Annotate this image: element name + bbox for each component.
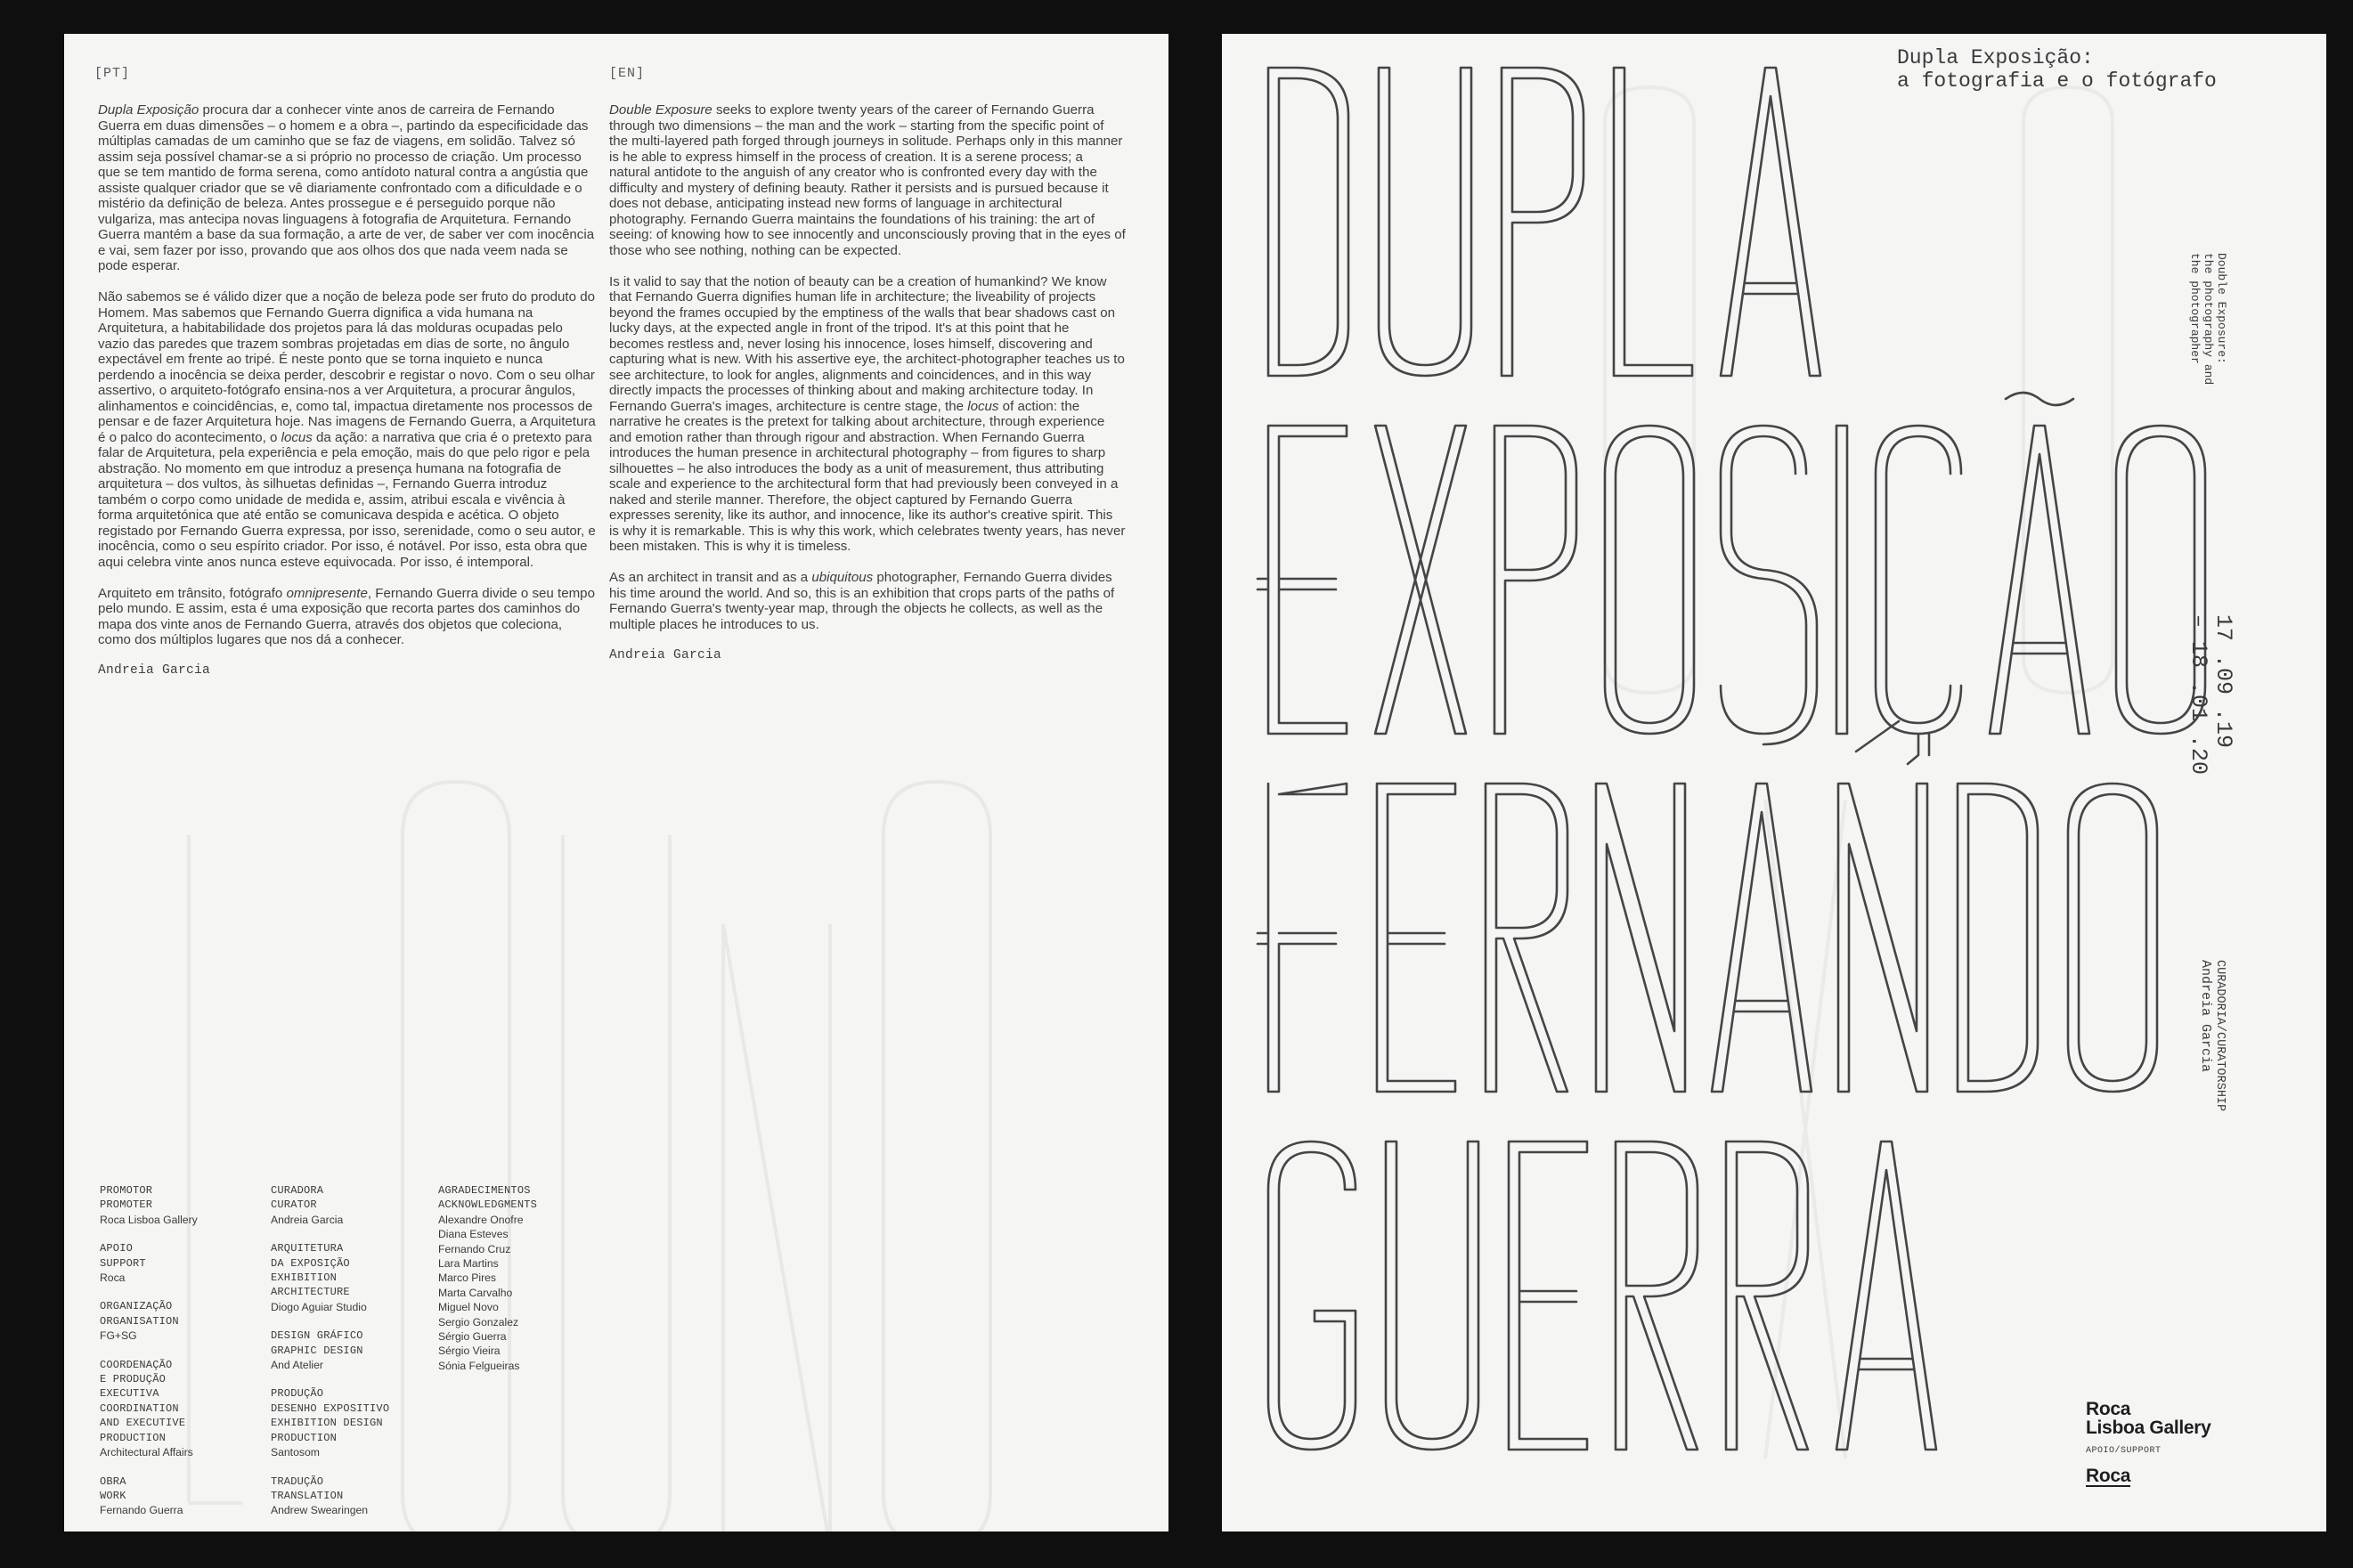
credit-block xyxy=(100,1358,260,1460)
en-paragraph-1 xyxy=(609,102,1126,258)
credit-block xyxy=(271,1241,431,1314)
credit-block xyxy=(100,1475,260,1518)
pt-paragraph-2 xyxy=(98,289,597,570)
headline-word-fernando xyxy=(1258,721,2157,1092)
pt-text-column xyxy=(98,102,597,679)
pt-paragraph-2-text-a: Não sabemos se é válido dizer que a noção de beleza pode ser fruto do produto do Homem. Mas sabemos que Fernando Guerra dignifica a vida humana na Arquitetura, a habitabilidade dos projetos para lá das molduras ocupadas pelo vazio das paredes que trazem sombras projetadas em dias de sorte, no ângulo expectável em frente ao tripé. É neste ponto que se torna inquieto e nunca perdendo a inocência se deixa perder, descobrir e registar o novo. Com o seu olhar assertivo, o arquiteto-fotógrafo ensina-nos a ver Arquitetura, a procurar ângulos, alinhamentos e coincidências, e, como tal, impactua diretamente nos processos de pensar e de fazer Arquitetura hoje. Nas imagens de Fernando Guerra, a Arquitetura é o palco do acontecimento, o xyxy=(98,289,596,445)
credit-role: ARQUITETURA DA EXPOSIÇÃO EXHIBITION ARCHITECTURE xyxy=(271,1242,350,1299)
en-paragraph-3-text-b: photographer, Fernando Guerra divides his time around the world. And so, this is an exhibition that crops parts of the paths of Fernando Guerra's twenty-year map, through the objects he collects, as well as the multiple places he introduces to us. xyxy=(609,570,1115,632)
en-paragraph-2-text-b: of action: the narrative he creates is the pretext for talking about architecture, through experience and emotion rather than through rigour and abstraction. When Fernando Guerra introduces the human presence in architectural photography – from figures to sharp silhouettes – he also introduces the body as a unit of measurement, thus attributing scale and experience to the architectural form that had previously been conveyed in a naked and sterile manner. Therefore, the object captured by Fernando Guerra expresses serenity, like its author, and innocence, like its author's creative spirit. This is why it is remarkable. This is why this work, which celebrates twenty years, has never been mistaken. This is why it is timeless. xyxy=(609,398,1126,554)
credit-role: COORDENAÇÃO E PRODUÇÃO EXECUTIVA COORDINATION AND EXECUTIVE PRODUCTION xyxy=(100,1358,186,1444)
headline-word-guerra xyxy=(1268,1141,1936,1450)
credit-name: Alexandre Onofre Diana Esteves Fernando Cruz Lara Martins Marco Pires Marta Carvalho Miguel Novo Sergio Gonzalez Sérgio Guerra Sérgio Vieira Sónia Felgueiras xyxy=(438,1213,524,1372)
title-line-1: Dupla Exposição: xyxy=(1897,46,2094,69)
pt-title-italic: Dupla Exposição xyxy=(98,102,199,118)
pt-locus-italic: locus xyxy=(281,429,313,445)
credit-block xyxy=(271,1183,431,1227)
credits-column-2 xyxy=(271,1183,431,1531)
credit-role: PRODUÇÃO DESENHO EXPOSITIVO EXHIBITION DESIGN PRODUCTION xyxy=(271,1387,390,1444)
credit-role: TRADUÇÃO TRANSLATION xyxy=(271,1475,344,1502)
dates-start: 17 .09 .19 xyxy=(2211,614,2236,749)
en-paragraph-3-text-a: As an architect in transit and as a xyxy=(609,570,812,585)
en-paragraph-2-text-a: Is it valid to say that the notion of beauty can be a creation of humankind? We know that Fernando Guerra dignifies human life in architecture; the liveability of projects beyond the frames occupied by the emptiness of the walls that bear shadows cast on lucky days, at the expected angle in front of the tripod. It's at this point that he becomes restless and, never losing his innocence, loses himself, discovering and capturing what is new. With his assertive eye, the architect-photographer teaches us to see architecture, to look for angles, alignments and coincidences, and in this way directly impacts the processes of thinking about and making architecture today. In Fernando Guerra's images, architecture is centre stage, the xyxy=(609,273,1125,414)
credit-name: Roca Lisboa Gallery xyxy=(100,1213,198,1226)
en-text-column xyxy=(609,102,1126,663)
credit-role: OBRA WORK xyxy=(100,1475,126,1502)
en-locus-italic: locus xyxy=(967,398,999,414)
english-title-vertical: Double Exposure: the photography and the photographer xyxy=(2188,253,2228,386)
en-paragraph-1-text: seeks to explore twenty years of the career of Fernando Guerra through two dimensions – the man and the work – starting from the specific point of the multi-layered path forged through journeys in solitude. Perhaps only in this manner is he able to express himself in the process of creation. It is a serene process; a natural antidote to the anguish of any creator who is confronted every day with the difficulty and mystery of defining beauty. Rather it persists and is pursued because it does not debase, anticipating instead new forms of language in architectural photography. Fernando Guerra maintains the foundations of his training: the art of seeing: of knowing how to see innocently and unconsciously proving that in the eyes of those who see nothing, nothing can be expected. xyxy=(609,102,1126,258)
en-paragraph-2 xyxy=(609,274,1126,555)
support-label: APOIO/SUPPORT xyxy=(2086,1446,2162,1456)
credit-block xyxy=(271,1386,431,1459)
logo-line-1: Roca xyxy=(2086,1399,2131,1419)
credit-block xyxy=(438,1183,616,1373)
credit-name: Diogo Aguiar Studio xyxy=(271,1300,367,1313)
credit-role: ORGANIZAÇÃO ORGANISATION xyxy=(100,1300,179,1328)
pt-language-tag: [PT] xyxy=(94,66,131,81)
text-page xyxy=(64,34,1168,1531)
curatorship-label: CURADORIA/CURATORSHIP xyxy=(2213,960,2227,1112)
credit-name: Architectural Affairs xyxy=(100,1446,193,1459)
en-ubiquitous-italic: ubiquitous xyxy=(811,570,874,585)
headline-word-dupla xyxy=(1268,68,1820,376)
pt-paragraph-3 xyxy=(98,586,597,648)
credits-column-1 xyxy=(100,1183,260,1531)
credit-block xyxy=(100,1183,260,1227)
credit-block xyxy=(271,1475,431,1518)
dates-end: – 18 .01 .20 xyxy=(2186,614,2211,776)
roca-support-logo: Roca xyxy=(2086,1466,2131,1486)
credit-role: APOIO SUPPORT xyxy=(100,1242,146,1270)
pt-paragraph-1-text: procura dar a conhecer vinte anos de carreira de Fernando Guerra em duas dimensões – o homem e a obra –, partindo da especificidade das múltiplas camadas de um caminho que se faz de viagens, em solidão. Talvez só assim seja possível chamar-se a si próprio no processo de criação. Um processo que se tem mantido de forma serena, como antídoto natural contra a angústia que assiste qualquer criador que se vê diariamente confrontado com a dificuldade e o mistério da definição de beleza. Antes prossegue e é perseguido porque não vulgariza, mas antecipa novas linguagens à fotografia de Arquitetura. Fernando Guerra mantém a base da sua formação, a arte de ver, de saber ver com inocência e vai, sem fazer por isso, provando que aos olhos dos que nada veem nada se pode esperar. xyxy=(98,102,595,273)
credit-name: Andreia Garcia xyxy=(271,1213,344,1226)
en-language-tag: [EN] xyxy=(609,66,646,81)
exhibition-dates xyxy=(2186,614,2235,775)
pt-paragraph-3-text-b: , Fernando Guerra divide o seu tempo pelo mundo. E assim, esta é uma exposição que recorta partes dos caminhos do mapa dos vinte anos de Fernando Guerra, através dos objetos que coleciona, como dos múltiplos lugares que nos dá a conhecer. xyxy=(98,585,595,647)
credit-name: Santosom xyxy=(271,1446,320,1459)
roca-lisboa-gallery-logo xyxy=(2086,1400,2211,1437)
credit-name: Andrew Swearingen xyxy=(271,1504,369,1517)
en-paragraph-3 xyxy=(609,570,1126,632)
credit-role: DESIGN GRÁFICO GRAPHIC DESIGN xyxy=(271,1329,363,1357)
en-title-italic: Double Exposure xyxy=(609,102,712,118)
pt-paragraph-2-text-b: da ação: a narrativa que cria é o pretexto para falar de Arquitetura, pela experiência e pela emoção, mais do que pelo rigor e pela abstração. No momento em que introduz a presença humana na fotografia de arquitetura – dos vultos, às silhuetas definidas –, Fernando Guerra introduz também o corpo como unidade de medida e, assim, atribui escala e vivência à forma arquitetónica que até então se comunicava despida e acética. O objeto registado por Fernando Guerra expressa, por isso, serenidade, como o seu autor, e inocência, como o seu espírito criador. Por isso, é notável. Por isso, esta obra que aqui celebra vinte anos nunca esteve equivocada. Por isso, é intemporal. xyxy=(98,429,596,570)
credits-column-3 xyxy=(438,1183,616,1387)
credit-role: CURADORA CURATOR xyxy=(271,1184,324,1212)
en-signature: Andreia Garcia xyxy=(609,647,722,662)
credit-name: FG+SG xyxy=(100,1329,137,1343)
pt-paragraph-3-text-a: Arquiteto em trânsito, fotógrafo xyxy=(98,585,287,601)
credit-name: Fernando Guerra xyxy=(100,1504,183,1517)
logo-line-2: Lisboa Gallery xyxy=(2086,1418,2211,1438)
credit-role: PROMOTOR PROMOTER xyxy=(100,1184,153,1212)
credit-name: Roca xyxy=(100,1271,126,1285)
pt-omnipresente-italic: omnipresente xyxy=(286,585,368,601)
credit-block xyxy=(271,1328,431,1372)
credit-block xyxy=(100,1241,260,1285)
title-line-2: a fotografia e o fotógrafo xyxy=(1897,69,2217,93)
headline-word-exposicao xyxy=(1258,393,2205,764)
exhibition-title xyxy=(1897,46,2217,93)
credit-block xyxy=(100,1299,260,1343)
headline-outline-lettering xyxy=(1222,34,2326,1531)
curatorship-credit xyxy=(2198,960,2227,1111)
credit-role: AGRADECIMENTOS ACKNOWLEDGMENTS xyxy=(438,1184,538,1212)
pt-paragraph-1 xyxy=(98,102,597,274)
cover-page xyxy=(1222,34,2326,1531)
pt-signature: Andreia Garcia xyxy=(98,663,211,678)
curatorship-name: Andreia Garcia xyxy=(2198,960,2213,1073)
credit-name: And Atelier xyxy=(271,1359,323,1372)
